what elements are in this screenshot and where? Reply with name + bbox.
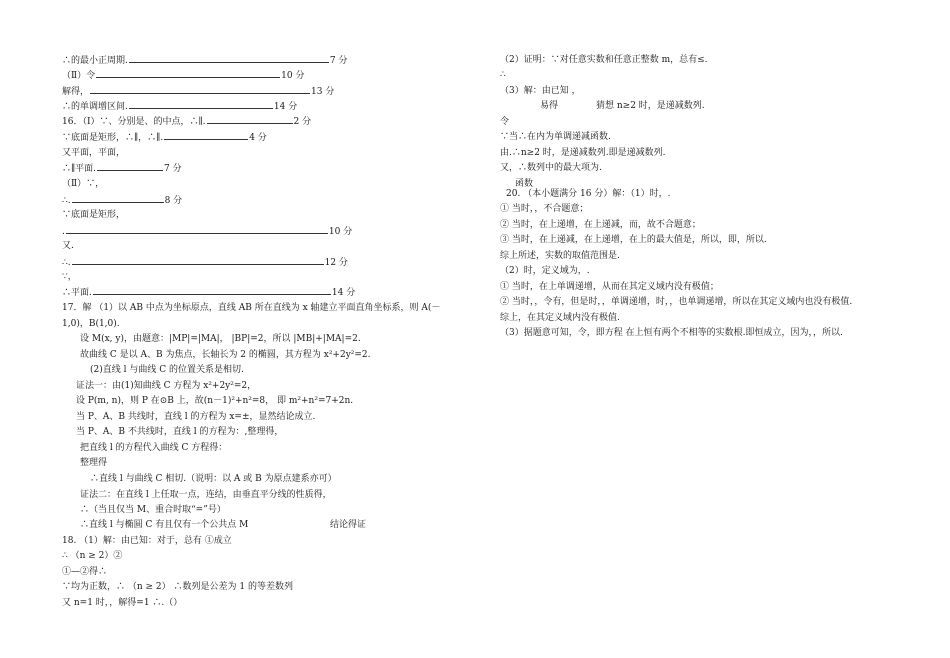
text-line: 16．（Ⅰ）∵、分别是、的中点，∴∥. 2 分	[62, 117, 312, 127]
text-line: （2）时，定义域为，.	[500, 266, 590, 276]
text-line: 设 M(x, y)，由题意：|MP|=|MA|， |BP|=2，所以 |MB|+|MA|=2.	[80, 334, 361, 344]
text-line: 又.	[62, 241, 74, 251]
text-line: 17．解 （1）以 AB 中点为坐标原点，直线 AB 所在直线为 x 轴建立平面直角坐标系，则 A(－	[62, 303, 441, 313]
text-line: 解得， 13 分	[62, 87, 335, 97]
text-line: （3）据题意可知，令，即方程 在上恒有两个不相等的实数根.即恒成立，因为，，所以.	[500, 328, 843, 338]
text-line: ∵底面是矩形，∴∥，∴∥. 4 分	[62, 133, 267, 143]
text-line: 又，∴数列中的最大项为.	[500, 163, 602, 173]
text-line: ∴	[500, 70, 506, 80]
text-line: 故曲线 C 是以 A、B 为焦点，长轴长为 2 的椭圆，其方程为 x²+2y²=2.	[80, 350, 371, 360]
text-line: ① 当时，在上单调递增，从而在其定义域内没有极值；	[500, 282, 719, 292]
text-line: 20. （本小题满分 16 分）解：（1）时，.	[506, 189, 671, 199]
text-line: 当 P、A、B 共线时，直线 l 的方程为 x=±，显然结论成立.	[76, 412, 316, 422]
text-line: ∴ （n ≥ 2）②	[62, 551, 123, 561]
text-line: ∴（当且仅当 M、重合时取“=”号）	[80, 505, 226, 515]
text-line: ∵当∴在内为单调递减函数.	[500, 132, 611, 142]
text-line: ∴直线 l 与椭圆 C 有且仅有一个公共点 M 结论得证	[80, 520, 367, 530]
text-line: 把直线 l 的方程代入曲线 C 方程得：	[80, 443, 228, 453]
text-line: 当 P、A、B 不共线时，直线 l 的方程为：,整理得，	[76, 427, 284, 437]
text-line: (2)直线 l 与曲线 C 的位置关系是相切.	[90, 365, 244, 375]
text-line: 证法二：在直线 l 上任取一点，连结，由垂直平分线的性质得，	[80, 490, 332, 500]
text-line: 易得 猜想 n≥2 时，是递减数列.	[540, 101, 705, 111]
text-line: ∴∥平面. 7 分	[62, 164, 182, 174]
text-line: . 10 分	[62, 227, 353, 237]
text-line: 又平面，平面，	[62, 148, 126, 158]
text-line: （3）解：由已知 ，	[500, 86, 581, 96]
text-line: 由.∴n≥2 时，是递减数列.即是递减数列.	[500, 148, 666, 158]
text-line: ∴. 8 分	[62, 196, 183, 206]
text-line: ∵底面是矩形，	[62, 210, 126, 220]
text-line: 令	[500, 117, 510, 127]
text-line: ①—②得∴	[62, 567, 108, 577]
text-line: ∴的单调增区间. 14 分	[62, 102, 298, 112]
text-line: 综上所述，实数的取值范围是.	[500, 251, 620, 261]
text-line: ③ 当时，在上递减，在上递增，在上的最大值是，所以，即，所以.	[500, 235, 767, 245]
text-line: 函数	[515, 179, 534, 189]
text-line: 18. （1）解：由已知：对于，总有 ①成立	[62, 536, 232, 546]
text-line: （Ⅱ）∵，	[62, 179, 105, 189]
text-line: ∵，	[62, 272, 77, 282]
text-line: （2）证明：∵对任意实数和任意正整数 m，总有≤.	[500, 55, 708, 65]
text-line: ∴. 12 分	[62, 258, 348, 268]
text-line: ∴直线 l 与曲线 C 相切.（说明：以 A 或 B 为原点建系亦可）	[90, 474, 337, 484]
text-line: 证法一：由(1)知曲线 C 方程为 x²+2y²=2，	[76, 381, 257, 391]
text-line: 设 P(m, n)，则 P 在⊙B 上，故(n－1)²+n²=8， 即 m²+n²=7+2n.	[76, 396, 354, 406]
text-line: ② 当时，，令有，但是时，，单调递增，时，，也单调递增，所以在其定义域内也没有极值.	[500, 297, 853, 307]
text-line: 综上，在其定义域内没有极值.	[500, 313, 620, 323]
text-line: ∴平面. 14 分	[62, 288, 356, 298]
text-line: ② 当时，在上递增，在上递减，而，故不合题意；	[500, 220, 701, 230]
text-line: ① 当时，，不合题意；	[500, 204, 589, 214]
text-line: 1,0)，B(1,0).	[62, 319, 120, 329]
text-line: 整理得	[80, 458, 108, 468]
text-line: ∵均为正数，∴ （n ≥ 2） ∴数列是公差为 1 的等差数列	[62, 582, 293, 592]
text-line: ∴的最小正周期. 7 分	[62, 56, 348, 66]
text-line: （Ⅱ）令 10 分	[62, 71, 305, 81]
text-line: 又 n=1 时，，解得=1 ∴.（）	[62, 598, 183, 608]
